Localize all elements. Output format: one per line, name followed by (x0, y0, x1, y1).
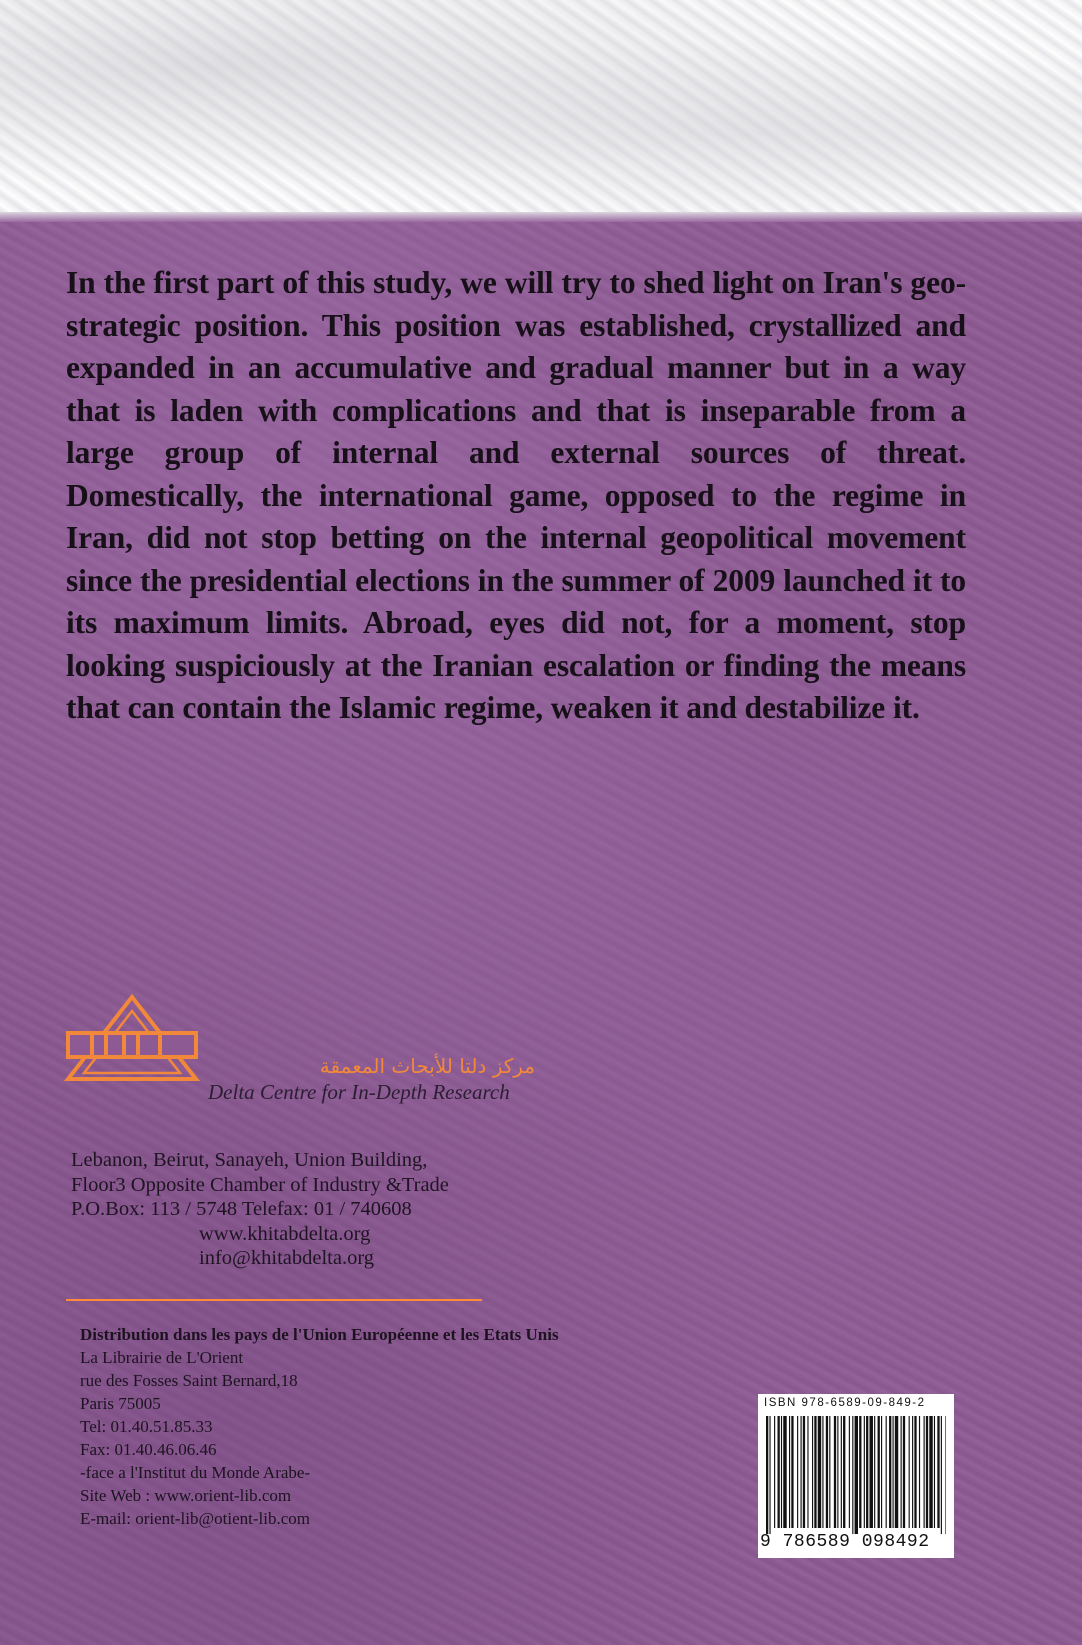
barcode-bar (822, 1416, 823, 1528)
barcode-bar (912, 1416, 913, 1528)
barcode-bar (814, 1416, 816, 1528)
delta-centre-logo-icon (62, 993, 202, 1083)
barcode-bar (843, 1416, 845, 1528)
distribution-line: rue des Fosses Saint Bernard,18 (80, 1371, 298, 1390)
barcode-bar (870, 1416, 873, 1528)
barcode-bar (791, 1416, 793, 1528)
blurb-text: In the first part of this study, we will try to shed light on Iran's geo-strategic position. This position was established, crystallized and expanded in an accumulative and gradual manner but in a way that is laden with complications and that is inseparable from a large group of internal and external sources of threat. Domestically, the international game, opposed to the regime in Iran, did not stop betting on the internal geopolitical movement since the presidential elections in the summer of 2009 launched it to its maximum limits. Abroad, eyes did not, for a moment, stop looking suspiciously at the Iranian escalation or finding the means that can contain the Islamic regime, weaken it and destabilize it. (66, 265, 966, 725)
textured-top-band (0, 0, 1082, 222)
barcode-bar (866, 1416, 868, 1528)
barcode-bar (909, 1416, 910, 1528)
barcode-bar (924, 1416, 925, 1528)
address-line: Lebanon, Beirut, Sanayeh, Union Building, (71, 1149, 428, 1171)
address-line: P.O.Box: 113 / 5748 Telefax: 01 / 740608 (71, 1198, 412, 1220)
barcode-bar (826, 1416, 828, 1528)
barcode-bar (803, 1416, 805, 1528)
barcode-bar (945, 1416, 946, 1534)
barcode-bar (926, 1416, 928, 1528)
barcode-bar (941, 1416, 942, 1534)
isbn-label: ISBN 978-6589-09-849-2 (764, 1397, 926, 1409)
barcode-bar (837, 1416, 838, 1528)
barcode-bar (783, 1416, 786, 1528)
barcode-bar (901, 1416, 902, 1528)
barcode-bar (937, 1416, 939, 1528)
barcode-bar (934, 1416, 935, 1528)
barcode-bar (929, 1416, 932, 1528)
barcode-bar (769, 1416, 770, 1534)
barcode-bar (781, 1416, 782, 1528)
arabic-centre-name: مركز دلتا للأبحاث المعمقة (319, 1054, 535, 1078)
barcode-bar (829, 1416, 830, 1528)
barcode-bar (886, 1416, 887, 1528)
barcode-bar (895, 1416, 898, 1528)
website-link[interactable]: www.khitabdelta.org (199, 1222, 371, 1245)
barcode-digits: 9 786589 098492 (760, 1532, 930, 1552)
barcode-bar (774, 1416, 775, 1528)
centre-address (71, 1148, 449, 1271)
distribution-line: Site Web : www.orient-lib.com (80, 1486, 292, 1505)
barcode-bars-icon (766, 1416, 946, 1534)
barcode-bar (797, 1416, 798, 1528)
barcode-bar (778, 1416, 780, 1528)
distribution-line: Paris 75005 (80, 1394, 161, 1413)
barcode-bar (841, 1416, 842, 1528)
barcode-bar (852, 1416, 853, 1534)
distribution-line: Fax: 01.40.46.06.46 (80, 1440, 217, 1459)
distribution-heading: Distribution dans les pays de l'Union Européenne et les Etats Unis (80, 1325, 559, 1344)
barcode-bar (859, 1416, 861, 1528)
barcode-bar (919, 1416, 920, 1528)
barcode-bar (878, 1416, 880, 1528)
distribution-line: -face a l'Institut du Monde Arabe- (80, 1463, 311, 1482)
barcode-bar (903, 1416, 905, 1528)
distribution-line: Tel: 01.40.51.85.33 (80, 1417, 213, 1436)
orange-divider (66, 1299, 482, 1301)
barcode-bar (834, 1416, 836, 1528)
barcode-bar (893, 1416, 894, 1528)
distribution-info (80, 1323, 559, 1530)
address-line: Floor3 Opposite Chamber of Industry &Trade (71, 1173, 449, 1196)
arabic-logotype-icon (205, 1052, 545, 1080)
barcode-bar (864, 1416, 865, 1528)
centre-english-name: Delta Centre for In-Depth Research (208, 1080, 510, 1104)
email-link[interactable]: info@khitabdelta.org (199, 1247, 375, 1269)
barcode-bar (812, 1416, 813, 1528)
barcode-bar (874, 1416, 875, 1528)
barcode-bar (855, 1416, 858, 1534)
isbn-barcode (758, 1394, 954, 1558)
barcode-bar (889, 1416, 891, 1528)
barcode-bar (766, 1416, 768, 1534)
barcode-bar (914, 1416, 916, 1528)
barcode-bar (807, 1416, 808, 1528)
barcode-bar (849, 1416, 850, 1528)
barcode-bar (881, 1416, 882, 1528)
barcode-bar (801, 1416, 802, 1528)
distribution-line: La Librairie de L'Orient (80, 1348, 244, 1367)
barcode-bar (818, 1416, 821, 1528)
distribution-line: E-mail: orient-lib@otient-lib.com (80, 1509, 310, 1528)
barcode-bar (789, 1416, 790, 1528)
